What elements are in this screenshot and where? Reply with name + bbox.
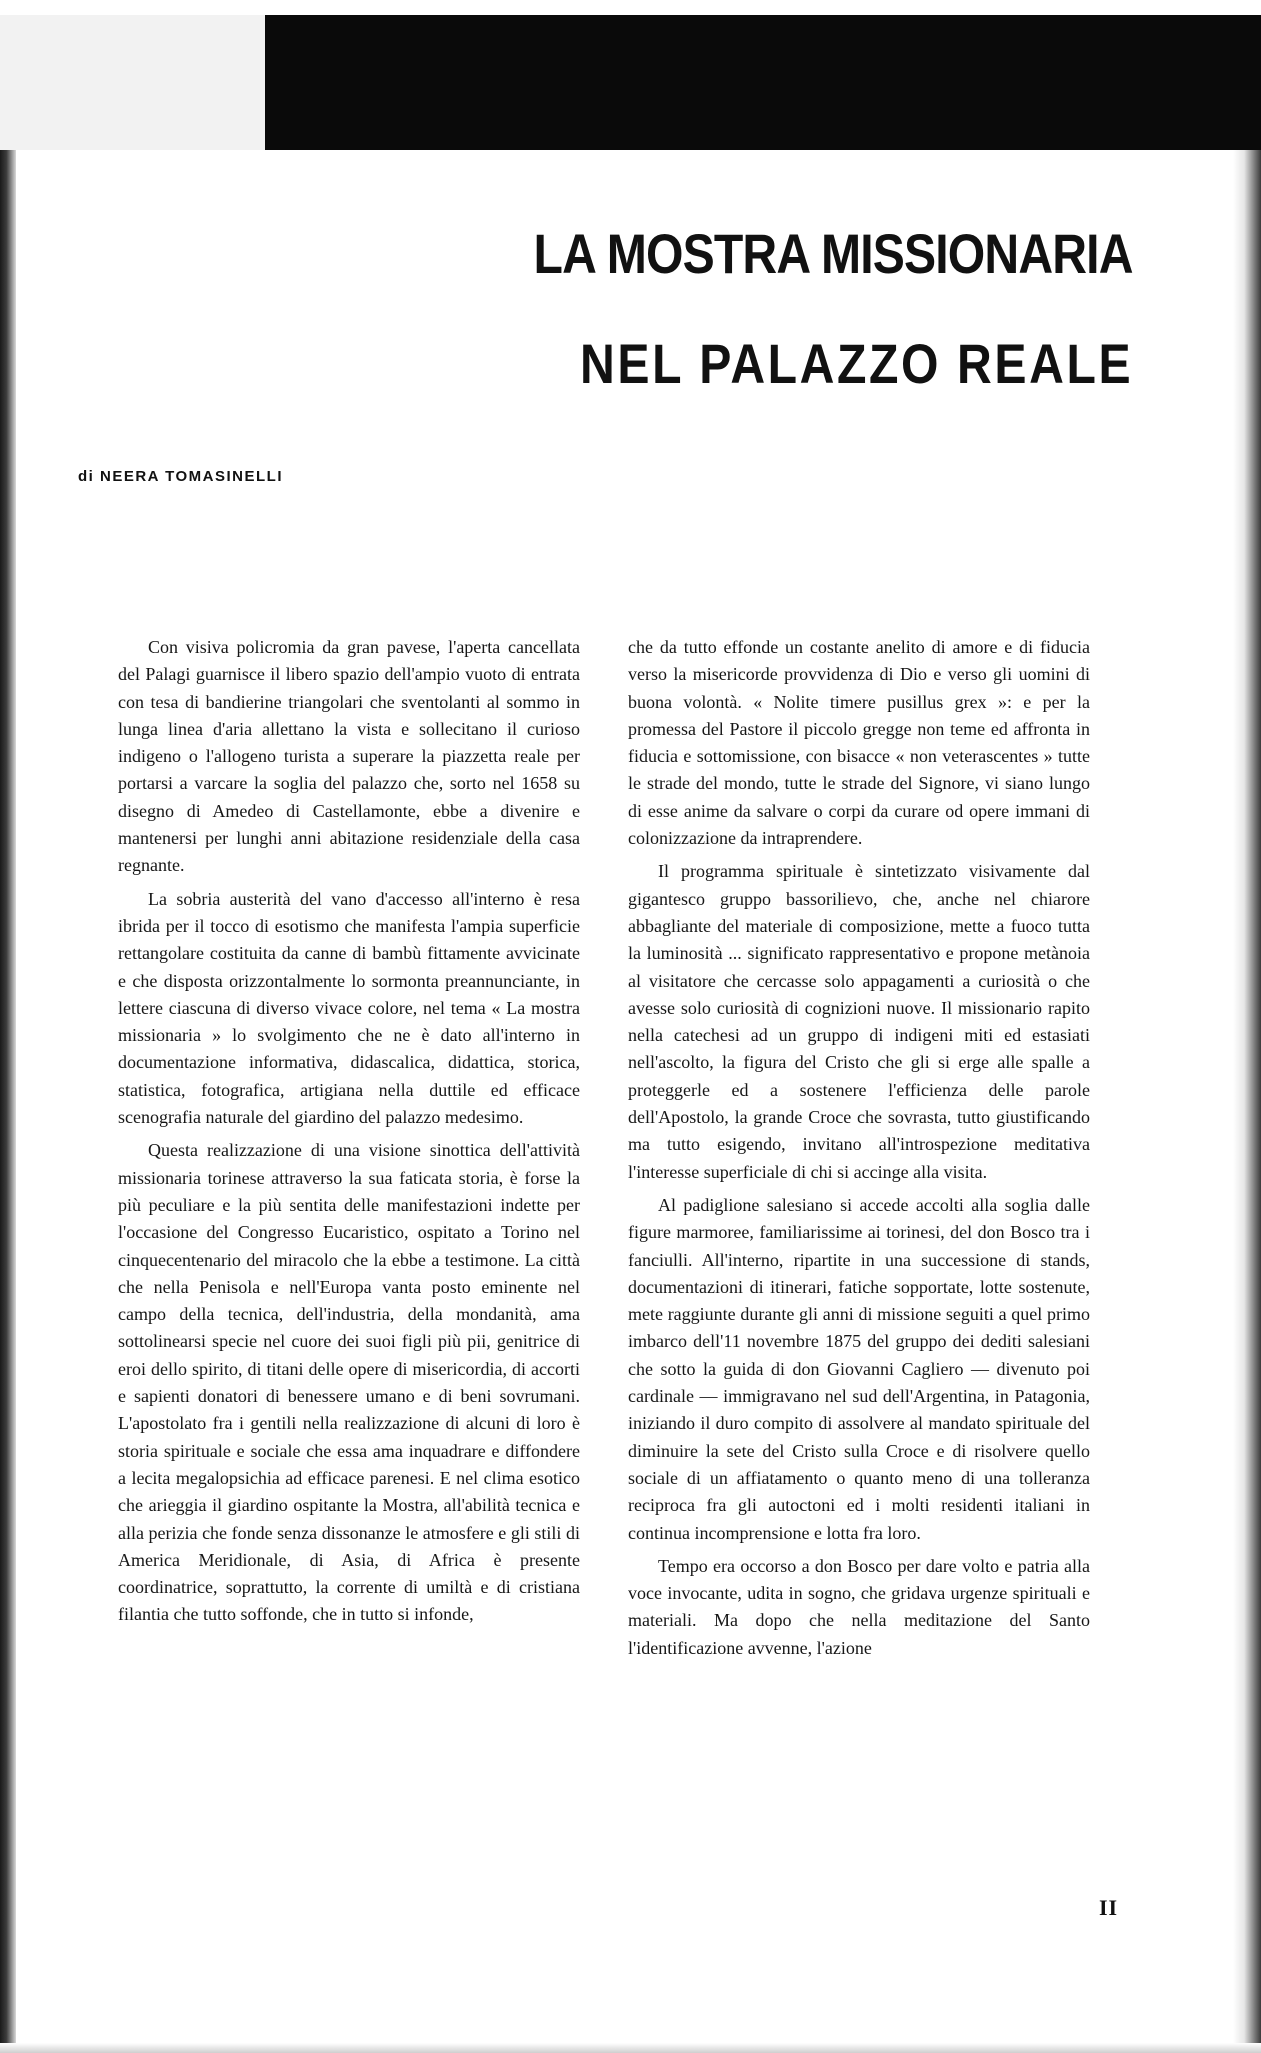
- page-number: II: [1099, 1895, 1119, 1920]
- paragraph: Tempo era occorso a don Bosco per dare volto e patria alla voce invocante, udita in sogno, che gridava urgenze spirituali e materiali. Ma dopo che nella meditazione del Santo l'identificazione avvenne, l'azione: [628, 1555, 1090, 1658]
- article-title-line-2: NEL PALAZZO REALE: [579, 332, 1133, 395]
- scan-bottom-edge: [0, 2043, 1261, 2053]
- scan-left-edge: [0, 150, 16, 2053]
- paragraph: Al padiglione salesiano si accede accolti alla soglia dalle figure marmoree, familiarissime ai torinesi, del don Bosco tra i fanciulli. All'interno, ripartite in una successione di stands, documentazioni di itinerari, fatiche sopportate, lotte sostenute, mete raggiunte durante gli anni di missione seguiti a quel primo imbarco dell'11 novembre 1875 del gruppo dei dediti salesiani che sotto la guida di don Giovanni Cagliero — divenuto poi cardinale — immigravano nel sud dell'Argentina, in Patagonia, iniziando il duro compito di assolvere al mandato spirituale del diminuire la sete del Cristo sulla Croce e di risolvere quello sociale di un affiatamento o quanto meno di una tolleranza reciproca fra gli autoctoni ed i molti residenti italiani in continua incomprensione e lotta fra loro.: [628, 1194, 1090, 1543]
- paragraph: che da tutto effonde un costante anelito di amore e di fiducia verso la misericorde provvidenza di Dio e verso gli uomini di buona volontà. « Nolite timere pusillus grex »: e per la promessa del Pastore il piccolo gregge non teme ed affronta in fiducia e sottomissione, con bisacce « non veterascentes » tutte le strade del mondo, tutte le strade del Signore, vi siano lungo di esse anime da salvare o corpi da curare od opere immani di colonizzazione da intraprendere.: [628, 637, 1090, 849]
- paragraph: La sobria austerità del vano d'accesso all'interno è resa ibrida per il tocco di esotismo che manifesta l'ampia superficie rettangolare costituita da canne di bambù fittamente avvicinate e che disposta orizzontalmente lo sormonta preannunciante, in lettere ciascuna di diverso vivace colore, nel tema « La mostra missionaria » lo svolgimento che ne è dato all'interno in documentazione informativa, didascalica, didattica, storica, statistica, fotografica, artigiana nella duttile ed efficace scenografia naturale del giardino del palazzo medesimo.: [118, 888, 580, 1128]
- text-column-left: [118, 634, 580, 1635]
- text-column-right: [628, 634, 1090, 1668]
- paragraph: Questa realizzazione di una visione sinottica dell'attività missionaria torinese attraverso la sua faticata storia, è forse la più peculiare e la più sentita delle manifestazioni indette per l'occasione del Congresso Eucaristico, ospitato a Torino nel cinquecentenario del miracolo che la ebbe a testimone. La città che nella Penisola e nell'Europa vanta posto eminente nel campo della tecnica, dell'industria, della mondanità, ama sottolinearsi specie nel cuore dei suoi figli più pii, genitrice di eroi dello spirito, di titani delle opere di misericordia, di accorti e sapienti donatori di benessere umano e di beni sovrumani. L'apostolato fra i gentili nella realizzazione di alcuni di loro è storia spirituale e sociale che essa ama inquadrare e diffondere a lecita megalopsichia ad efficace parenesi. E nel clima esotico che arieggia il giardino ospitante la Mostra, all'abilità tecnica e alla perizia che fonde senza dissonanze le atmosfere e gli stili di America Meridionale, di Asia, di Africa è presente coordinatrice, soprattutto, la corrente di umiltà e di cristiana filantia che tutto soffonde, che in tutto si infonde,: [118, 1140, 580, 1625]
- scan-right-edge: [1233, 150, 1261, 2053]
- paragraph: Con visiva policromia da gran pavese, l'aperta cancellata del Palagi guarnisce il libero spazio dell'ampio vuoto di entrata con tesa di bandierine triangolari che sventolanti al sommo in lunga linea d'aria allettano la vista e sollecitano il curioso indigeno o l'allogeno turista a superare la piazzetta reale per portarsi a varcare la soglia del palazzo che, sorto nel 1658 su disegno di Amedeo di Castellamonte, ebbe a divenire e mantenersi per lunghi anni abitazione residenziale della casa regnante.: [118, 637, 580, 876]
- black-header-bar: [265, 15, 1261, 150]
- scan-grey-strip: [0, 15, 265, 150]
- article-byline: di NEERA TOMASINELLI: [78, 468, 284, 485]
- document-page: [16, 150, 1233, 2043]
- article-title-line-1: LA MOSTRA MISSIONARIA: [533, 222, 1133, 285]
- paragraph: Il programma spirituale è sintetizzato visivamente dal gigantesco gruppo bassorilievo, che, anche nel chiarore abbagliante del materiale di composizione, mette a fuoco tutta la luminosità ... significato rappresentativo e propone metànoia al visitatore che cercasse solo appagamenti a curiosità o che avesse solo curiosità di cognizioni nuove. Il missionario rapito nella catechesi ad un gruppo di indigeni miti ed estasiati nell'ascolto, la figura del Cristo che gli si erge alle spalle a proteggerle ed a sostenere l'efficienza delle parole dell'Apostolo, la grande Croce che sovrasta, tutto giustificando ma tutto esigendo, invitano all'introspezione meditativa l'interesse superficiale di chi si accinge alla visita.: [628, 861, 1090, 1182]
